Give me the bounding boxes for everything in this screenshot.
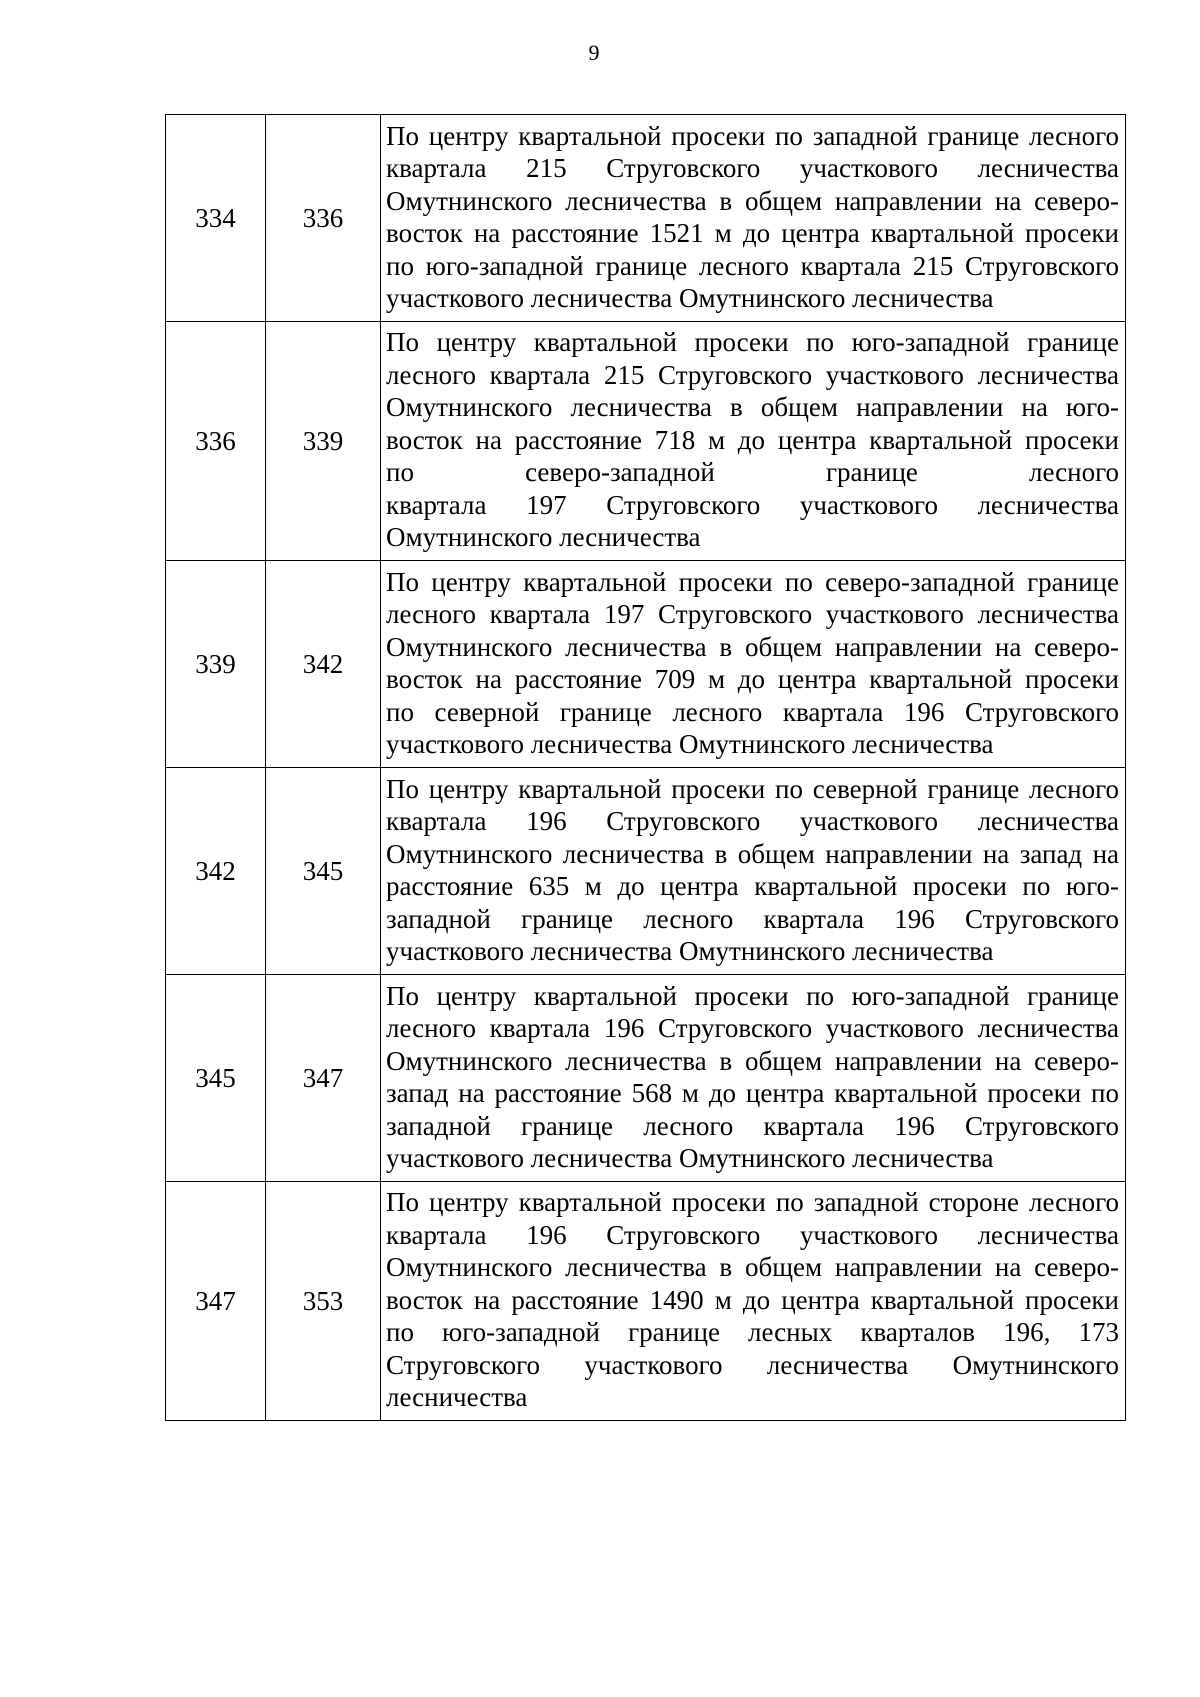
- page-number: 9: [588, 40, 600, 65]
- description-line: Омутнинского лесничества в общем направлении на северо-: [386, 1045, 1119, 1076]
- description-line: Омутнинского лесничества в общем направлении на северо-: [386, 1252, 1119, 1283]
- description-line: по северной границе лесного квартала 196 Струговского: [386, 696, 1119, 727]
- description-line: Струговского участкового лесничества Омутнинского: [386, 1349, 1119, 1380]
- description-line: по северо-западной границе лесного: [386, 457, 1119, 488]
- description-line: квартала 196 Струговского участкового лесничества: [386, 1219, 1119, 1250]
- description-line: Омутнинского лесничества в общем направлении на северо-: [386, 631, 1119, 662]
- description-line: По центру квартальной просеки по западной границе лесного: [386, 120, 1119, 151]
- description-line: По центру квартальной просеки по западной стороне лесного: [386, 1187, 1119, 1218]
- description-line: квартала 197 Струговского участкового лесничества: [386, 489, 1119, 520]
- to-point-cell: 336: [266, 115, 381, 322]
- table-row: [166, 322, 1126, 561]
- description-line: По центру квартальной просеки по юго-западной границе: [386, 327, 1119, 358]
- description-line: лесного квартала 197 Струговского участкового лесничества: [386, 599, 1119, 629]
- description-line: участкового лесничества Омутнинского лесничества: [386, 729, 994, 759]
- boundary-description-cell: [381, 975, 1126, 1182]
- boundary-description-cell: [381, 768, 1126, 975]
- boundary-description-cell: [381, 322, 1126, 561]
- description-line: лесного квартала 215 Струговского участкового лесничества: [386, 359, 1119, 390]
- from-point-cell: 347: [166, 1182, 266, 1421]
- description-line: по юго-западной границе лесного квартала 215 Струговского: [386, 250, 1119, 281]
- from-point-cell: 334: [166, 115, 266, 322]
- description-line: квартала 215 Струговского участкового лесничества: [386, 153, 1119, 183]
- description-line: Омутнинского лесничества: [386, 522, 701, 553]
- boundary-description-cell: [381, 115, 1126, 322]
- description-line: квартала 196 Струговского участкового лесничества: [386, 806, 1119, 836]
- description-line: восток на расстояние 1521 м до центра квартальной просеки: [386, 218, 1119, 248]
- description-line: восток на расстояние 709 м до центра квартальной просеки: [386, 664, 1119, 694]
- description-line: Омутнинского лесничества в общем направлении на северо-: [386, 185, 1119, 216]
- description-line: Омутнинского лесничества в общем направлении на запад на: [386, 838, 1119, 869]
- description-line: участкового лесничества Омутнинского лесничества: [386, 1143, 994, 1173]
- boundary-description-cell: [381, 561, 1126, 768]
- description-line: По центру квартальной просеки по юго-западной границе: [386, 980, 1119, 1011]
- description-line: запад на расстояние 568 м до центра квартальной просеки по: [386, 1078, 1119, 1108]
- to-point-cell: 339: [266, 322, 381, 561]
- description-line: восток на расстояние 1490 м до центра квартальной просеки: [386, 1284, 1119, 1315]
- description-line: лесничества: [386, 1382, 528, 1413]
- to-point-cell: 353: [266, 1182, 381, 1421]
- to-point-cell: 345: [266, 768, 381, 975]
- description-line: западной границе лесного квартала 196 Струговского: [386, 903, 1119, 934]
- table-row: [166, 975, 1126, 1182]
- from-point-cell: 336: [166, 322, 266, 561]
- description-line: расстояние 635 м до центра квартальной просеки по юго-: [386, 871, 1119, 901]
- description-line: восток на расстояние 718 м до центра квартальной просеки: [386, 424, 1119, 455]
- from-point-cell: 339: [166, 561, 266, 768]
- description-line: лесного квартала 196 Струговского участкового лесничества: [386, 1013, 1119, 1043]
- description-line: участкового лесничества Омутнинского лесничества: [386, 283, 994, 313]
- table-row: [166, 1182, 1126, 1421]
- description-line: участкового лесничества Омутнинского лесничества: [386, 936, 994, 966]
- from-point-cell: 342: [166, 768, 266, 975]
- description-line: Омутнинского лесничества в общем направлении на юго-: [386, 392, 1119, 423]
- boundary-description-table: [165, 114, 1126, 1421]
- boundary-description-cell: [381, 1182, 1126, 1421]
- to-point-cell: 342: [266, 561, 381, 768]
- description-line: По центру квартальной просеки по северо-западной границе: [386, 566, 1119, 597]
- description-line: по юго-западной границе лесных кварталов 196, 173: [386, 1317, 1119, 1348]
- table-row: [166, 768, 1126, 975]
- from-point-cell: 345: [166, 975, 266, 1182]
- table-row: [166, 115, 1126, 322]
- description-line: западной границе лесного квартала 196 Струговского: [386, 1110, 1119, 1141]
- table-row: [166, 561, 1126, 768]
- description-line: По центру квартальной просеки по северной границе лесного: [386, 773, 1119, 804]
- to-point-cell: 347: [266, 975, 381, 1182]
